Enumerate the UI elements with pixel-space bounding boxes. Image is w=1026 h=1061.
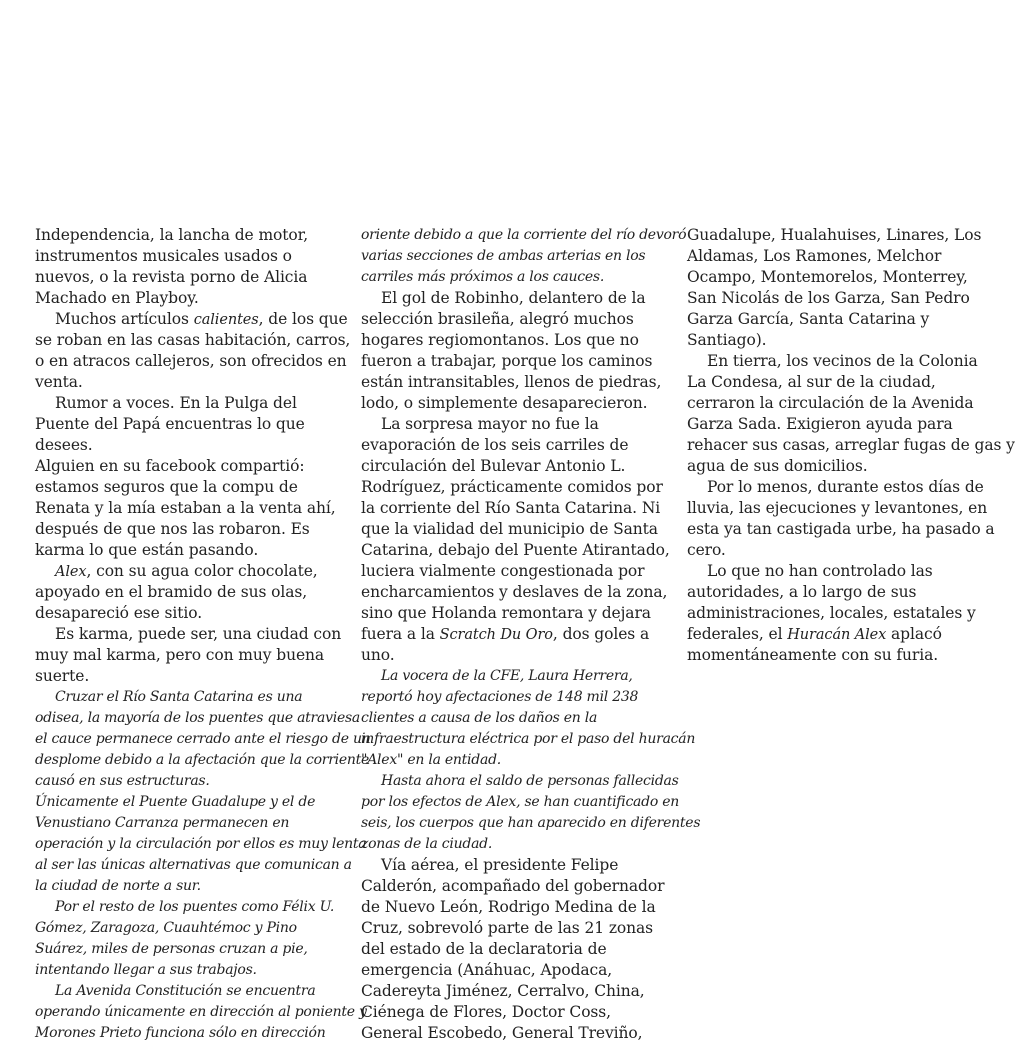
text-line: rehacer sus casas, arreglar fugas de gas y: [687, 436, 1015, 454]
text-line: Catarina, debajo del Puente Atirantado,: [361, 541, 670, 559]
text-line: venta.: [35, 373, 83, 391]
italic-line: varias secciones de ambas arterias en los: [361, 248, 646, 264]
text-line: General Escobedo, General Treviño,: [361, 1024, 643, 1042]
italic-line: Únicamente el Puente Guadalupe y el de: [35, 794, 316, 810]
text-line: En tierra, los vecinos de la Colonia: [707, 352, 978, 370]
text-line: Renata y la mía estaban a la venta ahí,: [35, 499, 336, 517]
italic-line: Gómez, Zaragoza, Cuauhtémoc y Pino: [35, 920, 297, 936]
italic-span: Alex: [55, 564, 87, 580]
text-line: Por lo menos, durante estos días de: [707, 478, 984, 496]
italic-line: La Avenida Constitución se encuentra: [55, 983, 316, 999]
italic-line: infraestructura eléctrica por el paso del huracán: [361, 731, 696, 747]
text-line: del estado de la declaratoria de: [361, 940, 607, 958]
text-line: [35, 561, 335, 582]
text-line: Garza Sada. Exigieron ayuda para: [687, 415, 953, 433]
text-line: hogares regiomontanos. Los que no: [361, 331, 639, 349]
text-line: Calderón, acompañado del gobernador: [361, 877, 665, 895]
italic-line: desplome debido a la afectación que la corriente: [35, 752, 370, 768]
text-line: Garza García, Santa Catarina y: [687, 310, 930, 328]
text-line: karma lo que están pasando.: [35, 541, 259, 559]
italic-line: Hasta ahora el saldo de personas fallecidas: [381, 773, 679, 789]
italic-line: intentando llegar a sus trabajos.: [35, 962, 257, 978]
italic-line: oriente debido a que la corriente del río devoró: [361, 227, 687, 243]
text-line: de Nuevo León, Rodrigo Medina de la: [361, 898, 656, 916]
italic-line: el cauce permanece cerrado ante el riesgo de un: [35, 731, 371, 747]
italic-line: al ser las únicas alternativas que comunican a: [35, 857, 352, 873]
text-span: , dos goles a: [552, 625, 650, 643]
text-line: Puente del Papá encuentras lo que: [35, 415, 305, 433]
text-line: [35, 309, 348, 330]
italic-span: calientes: [193, 312, 259, 328]
text-line: suerte.: [35, 667, 90, 685]
text-line: están intransitables, llenos de piedras,: [361, 373, 662, 391]
text-line: Es karma, puede ser, una ciudad con: [55, 625, 342, 643]
italic-line: clientes a causa de los daños en la: [361, 710, 598, 726]
text-line: Rodríguez, prácticamente comidos por: [361, 478, 663, 496]
text-span: Muchos artículos: [55, 310, 194, 328]
italic-line: carriles más próximos a los cauces.: [361, 269, 605, 285]
text-line: uno.: [361, 646, 395, 664]
text-span: fuera a la: [361, 625, 440, 643]
text-line: Independencia, la lancha de motor,: [35, 226, 309, 244]
text-line: emergencia (Anáhuac, Apodaca,: [361, 961, 613, 979]
italic-line: "Alex" en la entidad.: [361, 752, 501, 768]
text-line: fueron a trabajar, porque los caminos: [361, 352, 653, 370]
text-line: La sorpresa mayor no fue la: [381, 415, 599, 433]
text-span: federales, el: [687, 625, 788, 643]
italic-span: Scratch Du Oro: [439, 627, 553, 643]
text-line: El gol de Robinho, delantero de la: [381, 289, 646, 307]
text-line: apoyado en el bramido de sus olas,: [35, 583, 308, 601]
text-line: desapareció ese sitio.: [35, 604, 203, 622]
text-line: cero.: [687, 541, 726, 559]
text-line: Aldamas, Los Ramones, Melchor: [687, 247, 942, 265]
text-line: Cadereyta Jiménez, Cerralvo, China,: [361, 982, 645, 1000]
italic-line: Morones Prieto funciona sólo en dirección: [35, 1025, 326, 1041]
text-line: Cruz, sobrevoló parte de las 21 zonas: [361, 919, 653, 937]
italic-line: Cruzar el Río Santa Catarina es una: [55, 689, 303, 705]
text-line: Ocampo, Montemorelos, Monterrey,: [687, 268, 968, 286]
text-line: [361, 624, 671, 645]
text-line: Lo que no han controlado las: [707, 562, 933, 580]
text-line: Ciénega de Flores, Doctor Coss,: [361, 1003, 611, 1021]
text-line: sino que Holanda remontara y dejara: [361, 604, 651, 622]
italic-line: Suárez, miles de personas cruzan a pie,: [35, 941, 308, 957]
italic-line: zonas de la ciudad.: [361, 836, 493, 852]
text-line: evaporación de los seis carriles de: [361, 436, 629, 454]
italic-line: por los efectos de Alex, se han cuantificado en: [361, 794, 680, 810]
text-line: La Condesa, al sur de la ciudad,: [687, 373, 936, 391]
text-line: Alguien en su facebook compartió:: [35, 457, 305, 475]
text-span: aplacó: [886, 625, 942, 643]
text-line: se roban en las casas habitación, carros,: [35, 331, 351, 349]
text-line: Vía aérea, el presidente Felipe: [381, 856, 619, 874]
text-line: desees.: [35, 436, 93, 454]
italic-line: operación y la circulación por ellos es muy lenta: [35, 836, 367, 852]
text-line: Guadalupe, Hualahuises, Linares, Los: [687, 226, 982, 244]
text-line: esta ya tan castigada urbe, ha pasado a: [687, 520, 995, 538]
text-line: o en atracos callejeros, son ofrecidos en: [35, 352, 347, 370]
text-column-3: [687, 225, 1015, 666]
italic-line: operando únicamente en dirección al poniente y: [35, 1004, 367, 1020]
italic-line: La vocera de la CFE, Laura Herrera,: [381, 668, 633, 684]
text-line: lodo, o simplemente desaparecieron.: [361, 394, 648, 412]
text-line: instrumentos musicales usados o: [35, 247, 292, 265]
italic-line: Por el resto de los puentes como Félix U.: [55, 899, 335, 915]
text-line: selección brasileña, alegró muchos: [361, 310, 634, 328]
text-line: Machado en Playboy.: [35, 289, 199, 307]
italic-span: Huracán Alex: [787, 627, 887, 643]
italic-line: odisea, la mayoría de los puentes que atraviesa: [35, 710, 361, 726]
text-line: encharcamientos y deslaves de la zona,: [361, 583, 668, 601]
italic-line: reportó hoy afectaciones de 148 mil 238: [361, 689, 639, 705]
text-line: agua de sus domicilios.: [687, 457, 868, 475]
text-line: muy mal karma, pero con muy buena: [35, 646, 325, 664]
text-line: luciera vialmente congestionada por: [361, 562, 645, 580]
text-span: , con su agua color chocolate,: [86, 562, 318, 580]
text-line: Santiago).: [687, 331, 767, 349]
italic-line: seis, los cuerpos que han aparecido en diferentes: [361, 815, 701, 831]
text-line: administraciones, locales, estatales y: [687, 604, 976, 622]
text-line: momentáneamente con su furia.: [687, 646, 939, 664]
italic-line: la ciudad de norte a sur.: [35, 878, 201, 894]
text-line: la corriente del Río Santa Catarina. Ni: [361, 499, 661, 517]
text-line: [687, 624, 1002, 645]
text-line: nuevos, o la revista porno de Alicia: [35, 268, 308, 286]
text-line: autoridades, a lo largo de sus: [687, 583, 917, 601]
italic-line: causó en sus estructuras.: [35, 773, 210, 789]
italic-line: Venustiano Carranza permanecen en: [35, 815, 290, 831]
text-line: cerraron la circulación de la Avenida: [687, 394, 974, 412]
text-line: que la vialidad del municipio de Santa: [361, 520, 658, 538]
text-column-2: [361, 225, 701, 1044]
text-line: lluvia, las ejecuciones y levantones, en: [687, 499, 988, 517]
text-line: circulación del Bulevar Antonio L.: [361, 457, 626, 475]
text-span: , de los que: [258, 310, 348, 328]
text-line: San Nicolás de los Garza, San Pedro: [687, 289, 970, 307]
text-line: estamos seguros que la compu de: [35, 478, 298, 496]
text-line: Rumor a voces. En la Pulga del: [55, 394, 297, 412]
text-column-1: [35, 225, 371, 1044]
text-line: después de que nos las robaron. Es: [35, 520, 310, 538]
